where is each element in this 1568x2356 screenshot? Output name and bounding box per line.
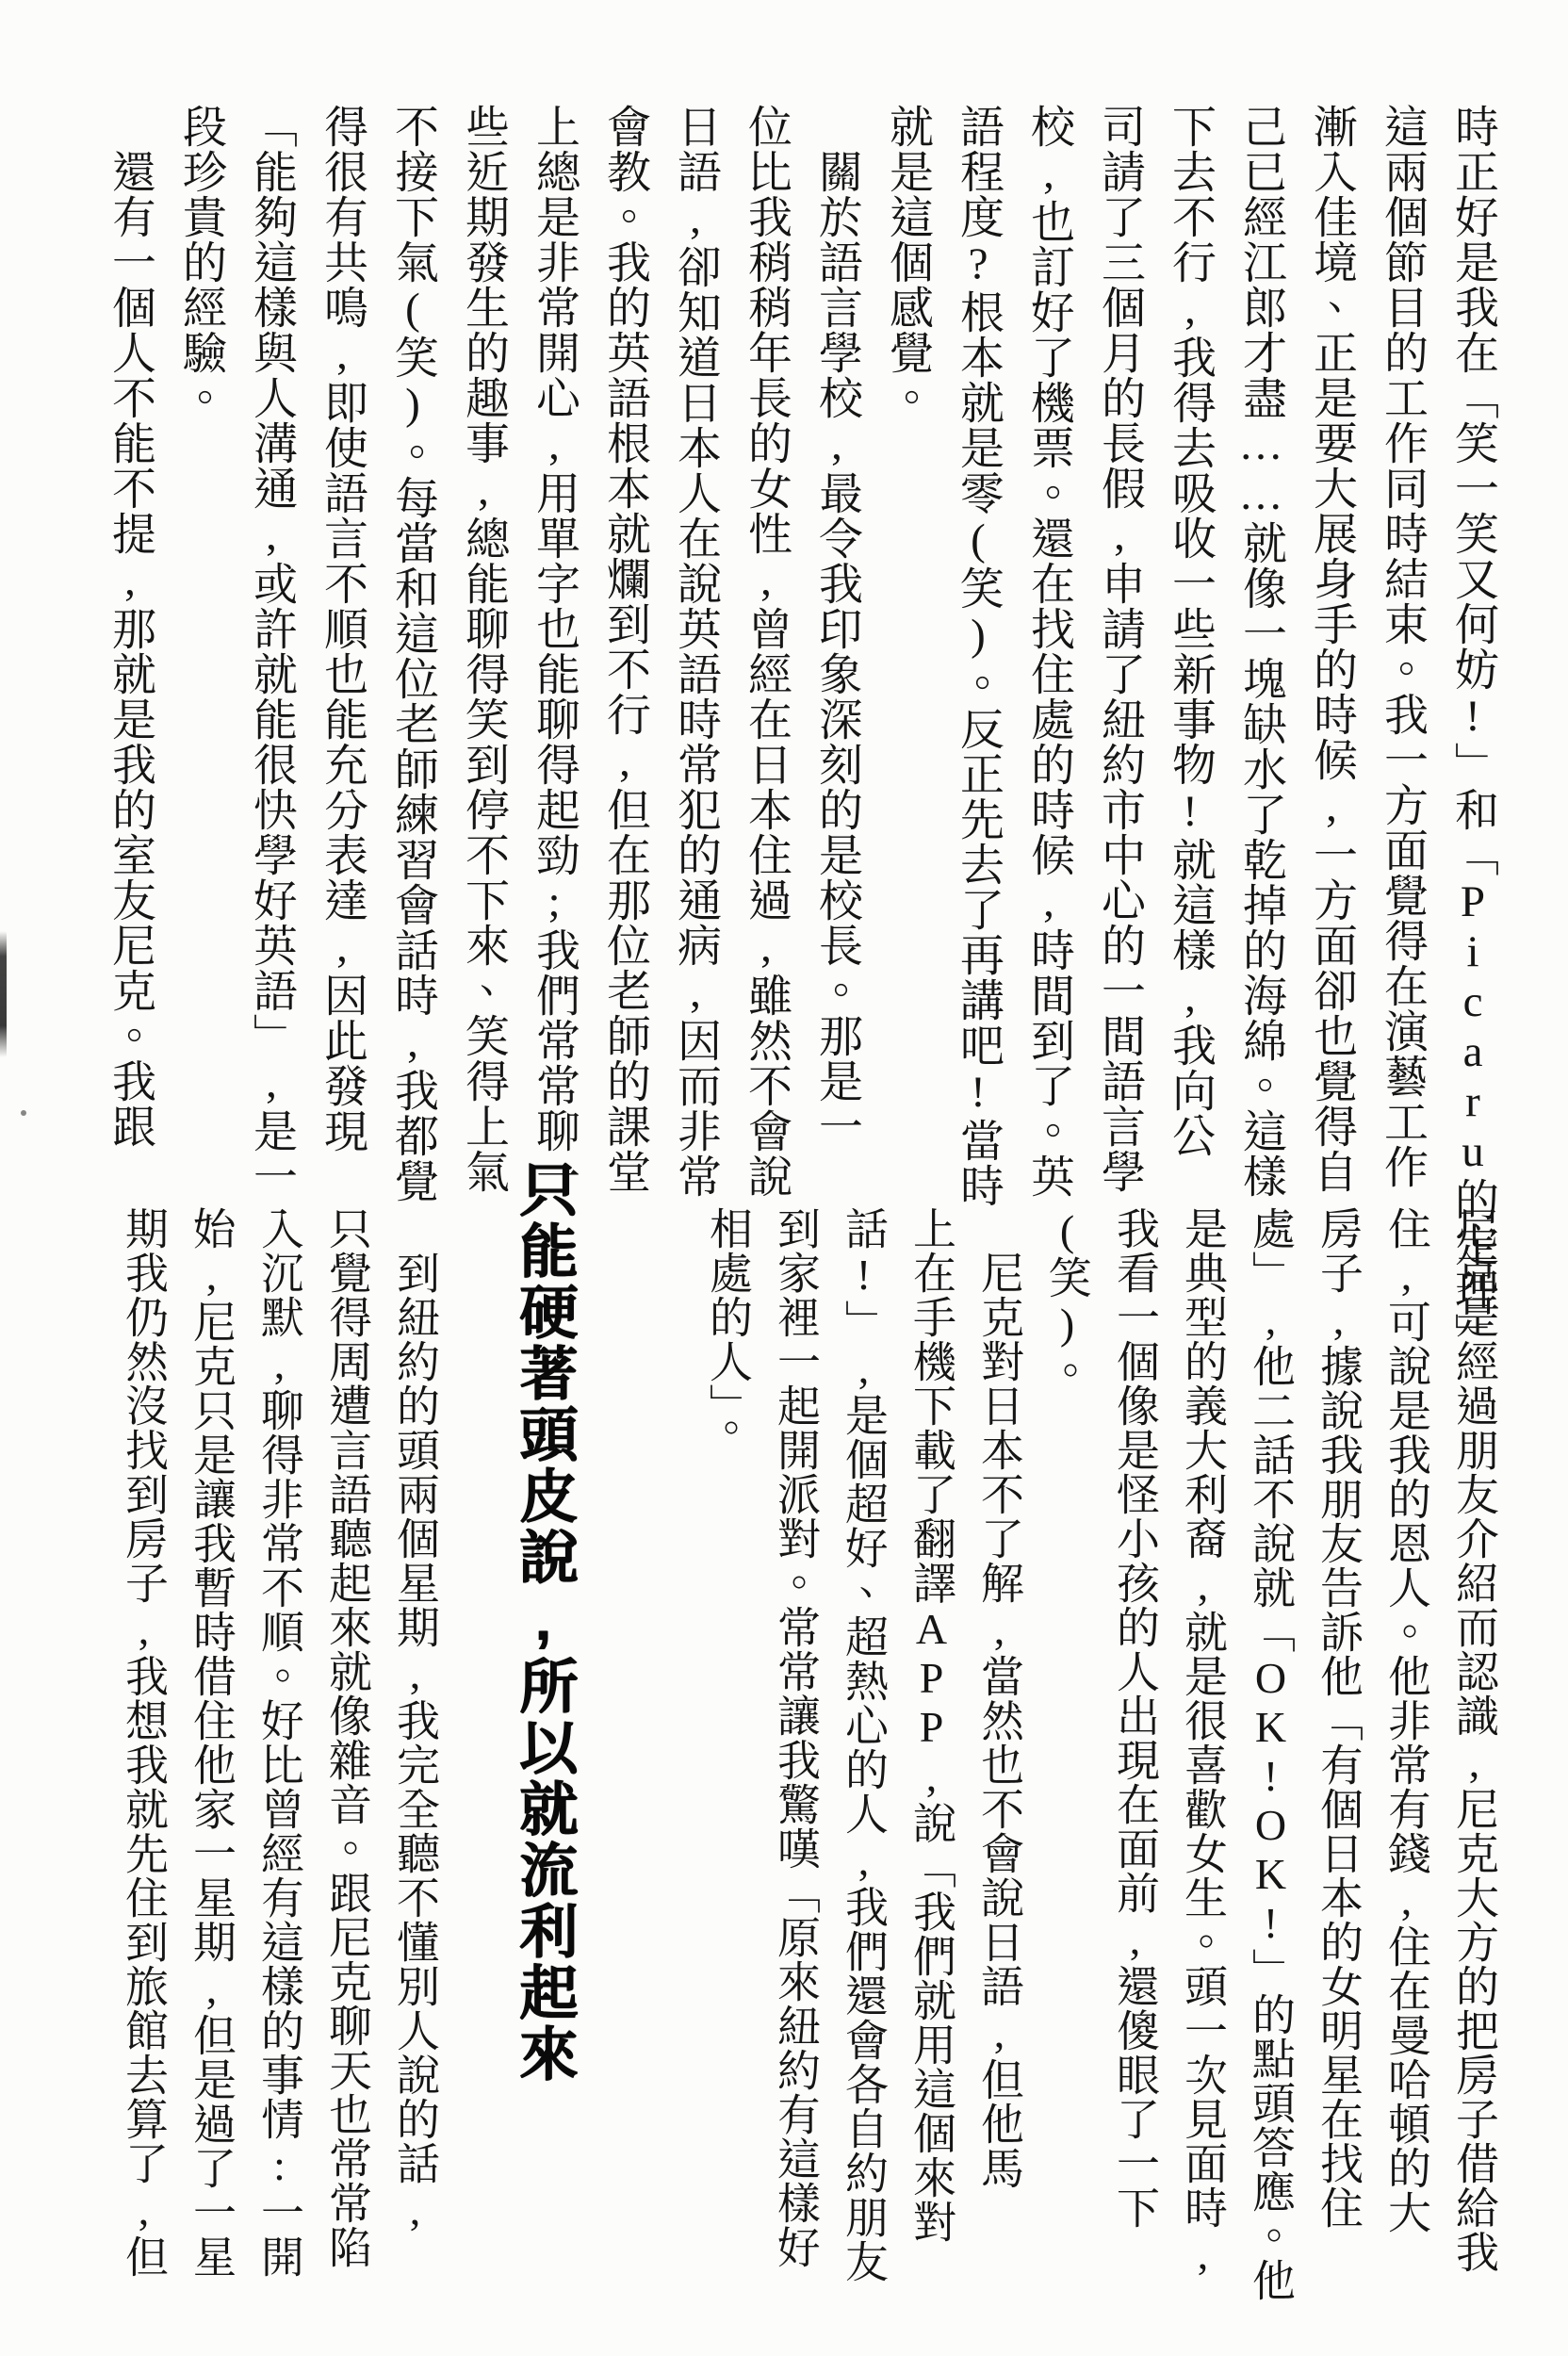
text-column: 關於語言學校,最令我印象深刻的是校長。那是一 <box>812 104 861 1149</box>
text-column: 位比我稍稍年長的女性,曾經在日本住過,雖然不會說 <box>742 104 791 1199</box>
bottom-text-block-before-heading <box>694 1206 1508 2302</box>
text-column: 日語,卻知道日本人在說英語時常犯的通病,因而非常 <box>671 104 720 1199</box>
text-column: 語程度?根本就是零(笑)。反正先去了再講吧!當時 <box>954 104 1003 1208</box>
text-column: 司請了三個月的長假,申請了紐約市中心的一間語言學 <box>1095 104 1144 1194</box>
text-column: 相處的人」。 <box>704 1206 752 1450</box>
page-speck-artifact <box>21 1110 26 1116</box>
text-column: 不接下氣(笑)。每當和這位老師練習會話時,我都覺 <box>388 104 437 1203</box>
text-column: 處」,他二話不說就「OK!OK!」的點頭答應。他 <box>1247 1206 1295 2302</box>
text-column: 尼克對日本不了解,當然也不會說日語,但他馬 <box>975 1206 1023 2190</box>
text-column: 時正好是我在「笑一笑又何妨!」和「Picaru的定理」 <box>1448 104 1497 1358</box>
text-column: 己已經江郎才盡……就像一塊缺水了乾掉的海綿。這樣 <box>1236 104 1285 1199</box>
text-column: 入沉默,聊得非常不順。好比曾經有這樣的事情:一開 <box>255 1206 303 2279</box>
text-column: 房子,據說我朋友告訴他「有個日本的女明星在找住 <box>1315 1206 1363 2230</box>
text-column: 上在手機下載了翻譯APP,說「我們就用這個來對 <box>907 1206 956 2244</box>
text-column: 尼克是經過朋友介紹而認識,尼克大方的把房子借給我 <box>1450 1206 1498 2274</box>
text-column: 會教。我的英語根本就爛到不行,但在那位老師的課堂 <box>600 104 649 1194</box>
text-column: 話!」,是個超好、超熱心的人,我們還會各自約朋友 <box>840 1206 888 2283</box>
text-column: 到家裡一起開派對。常常讓我驚嘆「原來紐約有這樣好 <box>772 1206 820 2269</box>
text-column: 下去不行,我得去吸收一些新事物!就這樣,我向公 <box>1166 104 1215 1158</box>
text-column: 到紐約的頭兩個星期,我完全聽不懂別人說的話, <box>391 1206 439 2234</box>
text-column: 得很有共鳴,即使語言不順也能充分表達,因此發現 <box>318 104 367 1153</box>
text-column: 期我仍然沒找到房子,我想我就先住到旅館去算了,但 <box>120 1206 168 2279</box>
text-column: (笑)。 <box>1043 1206 1091 1393</box>
text-column: 「能夠這樣與人溝通,或許就能很快學好英語」,是一 <box>247 104 296 1199</box>
bottom-text-block-after-heading <box>109 1206 449 2279</box>
text-column: 漸入佳境、正是要大展身手的時候,一方面卻也覺得自 <box>1307 104 1356 1194</box>
text-column: 這兩個節目的工作同時結束。我一方面覺得在演藝工作 <box>1378 104 1427 1189</box>
text-column: 還有一個人不能不提,那就是我的室友尼克。我跟 <box>106 104 155 1149</box>
text-column: 段珍貴的經驗。 <box>176 104 225 420</box>
text-column: 我看一個像是怪小孩的人出現在面前,還傻眼了一下 <box>1111 1206 1159 2230</box>
section-heading: 只能硬著頭皮說,所以就流利起來 <box>511 1159 576 2085</box>
page-edge-scan-artifact <box>0 931 7 1057</box>
text-column: 始,尼克只是讓我暫時借住他家一星期,但是過了一星 <box>188 1206 236 2279</box>
text-column: 校,也訂好了機票。還在找住處的時候,時間到了。英 <box>1024 104 1073 1199</box>
text-column: 只覺得周遭言語聽起來就像雜音。跟尼克聊天也常常陷 <box>323 1206 371 2269</box>
text-column: 住,可說是我的恩人。他非常有錢,住在曼哈頓的大 <box>1382 1206 1430 2234</box>
text-column: 是典型的義大利裔,就是很喜歡女生。頭一次見面時, <box>1179 1206 1227 2279</box>
text-column: 些近期發生的趣事,總能聊得笑到停不下來、笑得上氣 <box>459 104 508 1194</box>
text-column: 就是這個感覺。 <box>883 104 932 420</box>
text-column: 上總是非常開心,用單字也能聊得起勁;我們常常聊一 <box>530 104 579 1199</box>
